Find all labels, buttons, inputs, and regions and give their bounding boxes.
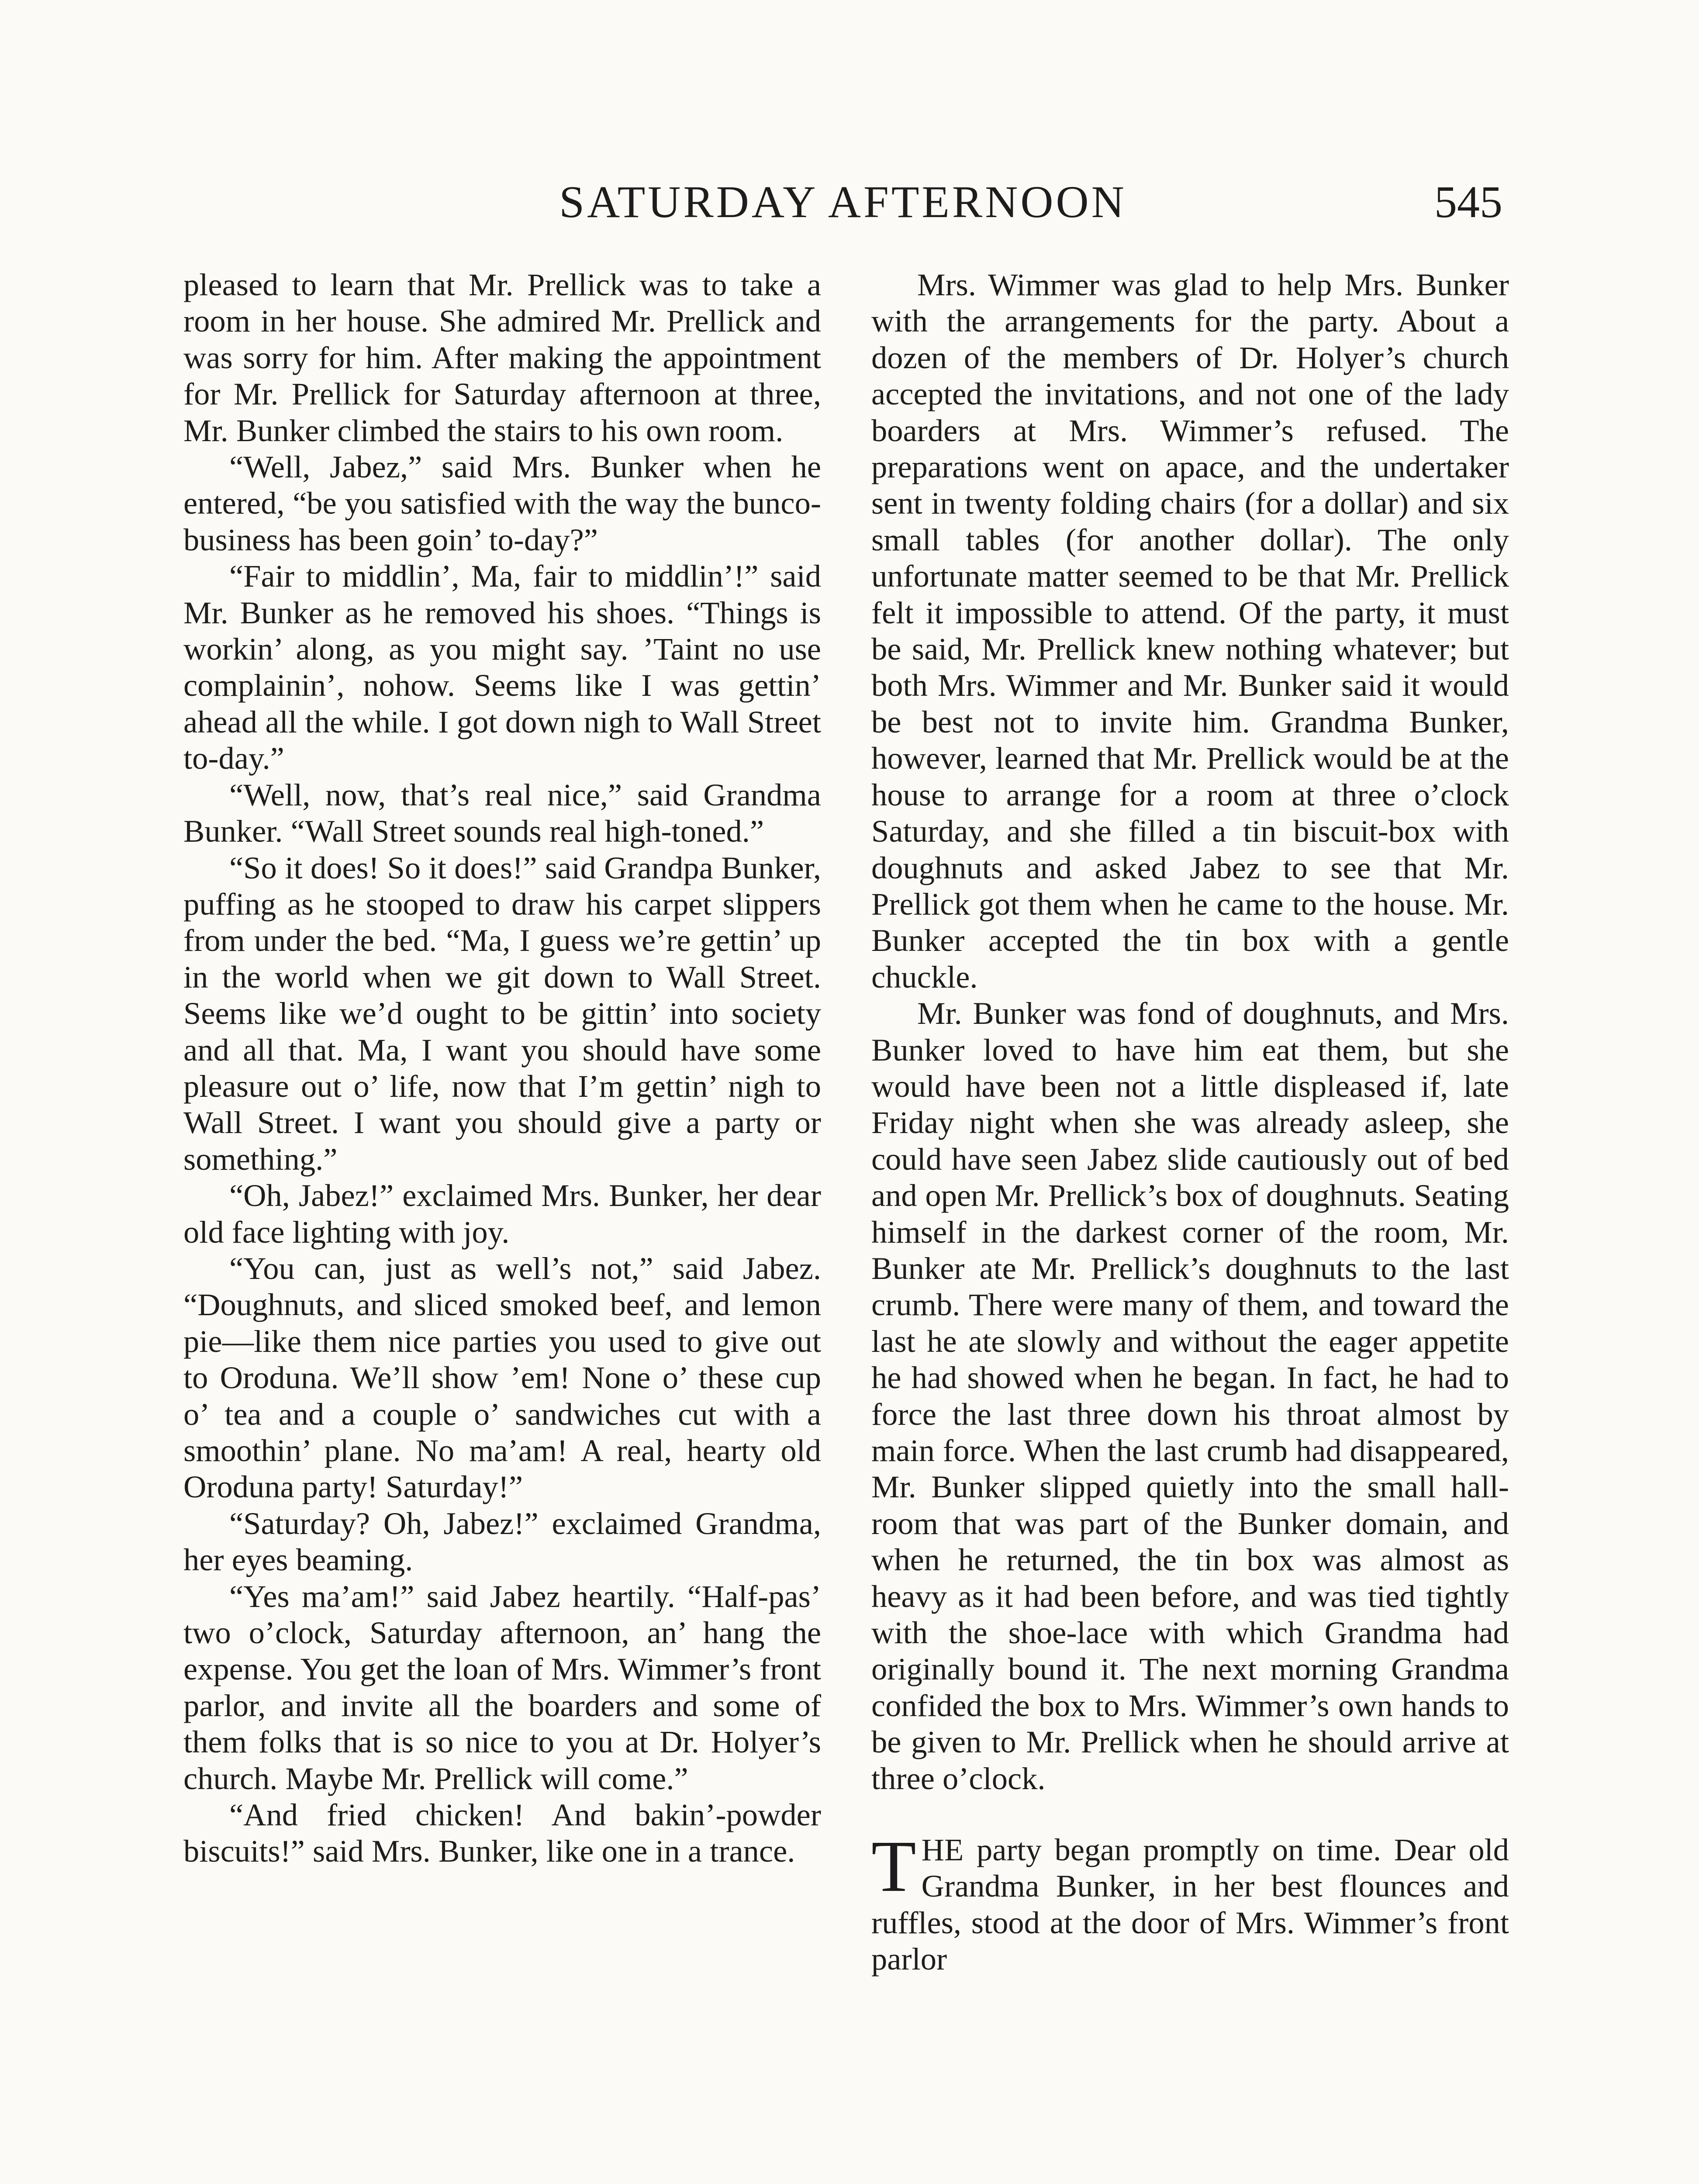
paragraph: “Well, now, that’s real nice,” said Grandma Bunker. “Wall Street sounds real high-toned.”	[183, 777, 821, 849]
closing-paragraph	[871, 1826, 1509, 1977]
paragraph: pleased to learn that Mr. Prellick was to take a room in her house. She admired Mr. Prellick and was sorry for him. After making the appointment for Mr. Prellick for Saturday afternoon at three, Mr. Bunker climbed the stairs to his own room.	[183, 267, 821, 448]
closing-paragraph-text: HE party began promptly on time. Dear old Grandma Bunker, in her best flounces and ruffles, stood at the door of Mrs. Wimmer’s front parlor	[871, 1832, 1509, 1977]
drop-cap: T	[871, 1826, 916, 1908]
paragraph: “Saturday? Oh, Jabez!” exclaimed Grandma, her eyes beaming.	[183, 1505, 821, 1578]
paragraph: “And fried chicken! And bakin’-powder biscuits!” said Mrs. Bunker, like one in a trance.	[183, 1797, 821, 1869]
right-column	[871, 266, 1509, 1977]
section-break	[871, 1797, 1509, 1832]
running-title: SATURDAY AFTERNOON	[559, 177, 1127, 227]
paragraph: “So it does! So it does!” said Grandpa Bunker, puffing as he stooped to draw his carpet slippers from under the bed. “Ma, I guess we’re gettin’ up in the world when we git down to Wall Street. Seems like we’d ought to be gittin’ into society and all that. Ma, I want you should have some pleasure out o’ life, now that I’m gettin’ nigh to Wall Street. I want you should give a party or something.”	[183, 850, 821, 1177]
page-number: 545	[1434, 177, 1502, 227]
paragraph: “Oh, Jabez!” exclaimed Mrs. Bunker, her dear old face lighting with joy.	[183, 1178, 821, 1250]
paragraph: Mr. Bunker was fond of doughnuts, and Mrs. Bunker loved to have him eat them, but she would have been not a little displeased if, late Friday night when she was already asleep, she could have seen Jabez slide cautiously out of bed and open Mr. Prellick’s box of doughnuts. Seating himself in the darkest corner of the room, Mr. Bunker ate Mr. Prellick’s doughnuts to the last crumb. There were many of them, and toward the last he ate slowly and without the eager appetite he had showed when he began. In fact, he had to force the last three down his throat almost by main force. When the last crumb had disappeared, Mr. Bunker slipped quietly into the small hall-room that was part of the Bunker domain, and when he returned, the tin box was almost as heavy as it had been before, and was tied tightly with the shoe-lace with which Grandma had originally bound it. The next morning Grandma confided the box to Mrs. Wimmer’s own hands to be given to Mr. Prellick when he should arrive at three o’clock.	[871, 995, 1509, 1796]
page-header	[183, 174, 1502, 244]
paragraph: “Yes ma’am!” said Jabez heartily. “Half-pas’ two o’clock, Saturday afternoon, an’ hang the expense. You get the loan of Mrs. Wimmer’s front parlor, and invite all the boarders and some of them folks that is so nice to you at Dr. Holyer’s church. Maybe Mr. Prellick will come.”	[183, 1578, 821, 1796]
paragraph: “Fair to middlin’, Ma, fair to middlin’!” said Mr. Bunker as he removed his shoes. “Things is workin’ along, as you might say. ’Taint no use complainin’, nohow. Seems like I was gettin’ ahead all the while. I got down nigh to Wall Street to-day.”	[183, 558, 821, 776]
left-column	[183, 266, 821, 1870]
paragraph: “Well, Jabez,” said Mrs. Bunker when he entered, “be you satisfied with the way the bunco-business has been goin’ to-day?”	[183, 449, 821, 557]
paragraph: “You can, just as well’s not,” said Jabez. “Doughnuts, and sliced smoked beef, and lemon pie—like them nice parties you used to give out to Oroduna. We’ll show ’em! None o’ these cup o’ tea and a couple o’ sandwiches cut with a smoothin’ plane. No ma’am! A real, hearty old Oroduna party! Saturday!”	[183, 1250, 821, 1505]
paragraph: Mrs. Wimmer was glad to help Mrs. Bunker with the arrangements for the party. About a dozen of the members of Dr. Holyer’s church accepted the invitations, and not one of the lady boarders at Mrs. Wimmer’s refused. The preparations went on apace, and the undertaker sent in twenty folding chairs (for a dollar) and six small tables (for another dollar). The only unfortunate matter seemed to be that Mr. Prellick felt it impossible to attend. Of the party, it must be said, Mr. Prellick knew nothing whatever; but both Mrs. Wimmer and Mr. Bunker said it would be best not to invite him. Grandma Bunker, however, learned that Mr. Prellick would be at the house to arrange for a room at three o’clock Saturday, and she filled a tin biscuit-box with doughnuts and asked Jabez to see that Mr. Prellick got them when he came to the house. Mr. Bunker accepted the tin box with a gentle chuckle.	[871, 267, 1509, 995]
